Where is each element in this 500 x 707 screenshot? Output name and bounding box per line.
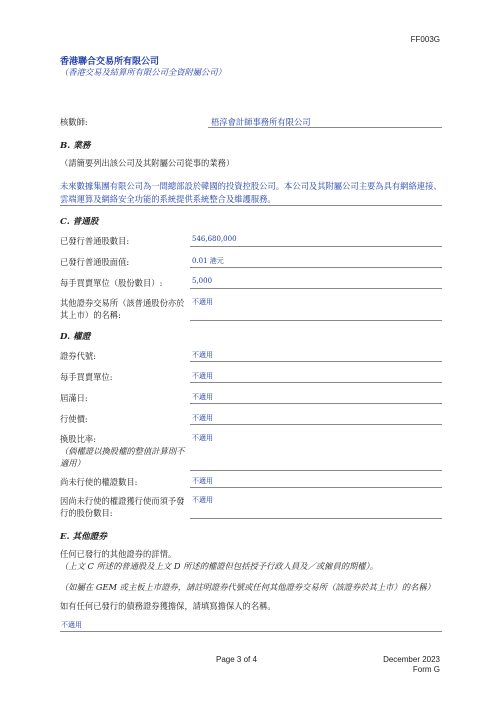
- issued-shares-label: 已發行普通股數目:: [60, 236, 130, 246]
- conversion-ratio-note-line1: （倘權證以換股權的整值計算則不: [60, 446, 185, 456]
- section-e-underline: [60, 631, 442, 632]
- section-b-underline: [60, 205, 442, 206]
- conversion-ratio-value: 不適用: [192, 434, 213, 442]
- section-b-title: B. 業務: [60, 141, 91, 151]
- warrant-board-lot-value: 不適用: [192, 372, 213, 380]
- form-code: FF003G: [410, 35, 440, 44]
- issued-shares-underline: [190, 246, 442, 247]
- auditor-underline: [208, 127, 442, 128]
- par-value-underline: [190, 267, 442, 268]
- other-exchange-value: 不適用: [192, 298, 213, 306]
- expiry-date-underline: [190, 403, 442, 404]
- footer-page-number: Page 3 of 4: [216, 655, 257, 664]
- board-lot-value: 5,000: [192, 277, 213, 285]
- section-b-instruction: （請簡要列出該公司及其附屬公司從事的業務）: [60, 158, 235, 168]
- section-e-title: E. 其他證券: [60, 532, 107, 542]
- conversion-ratio-note-line2: 適用）: [60, 458, 85, 468]
- section-e-line4: 如有任何已發行的債務證券獲擔保，請填寫擔保人的名稱。: [60, 601, 276, 611]
- issuable-shares-underline: [190, 518, 442, 519]
- exercise-price-label: 行使價:: [60, 414, 88, 424]
- issuable-shares-label-line2: 行的股份數目:: [60, 508, 113, 518]
- company-subtitle: （香港交易及結算所有限公司全資附屬公司）: [60, 67, 226, 77]
- other-exchange-underline: [190, 320, 442, 321]
- par-value-label: 已發行普通股面值:: [60, 257, 130, 267]
- expiry-date-value: 不適用: [192, 393, 213, 401]
- section-e-line1: 任何已發行的其他證券的詳情。: [60, 549, 177, 559]
- issuable-shares-value: 不適用: [192, 496, 213, 504]
- board-lot-underline: [190, 288, 442, 289]
- section-e-value: 不適用: [61, 621, 82, 629]
- section-d-title: D. 權證: [60, 332, 91, 342]
- board-lot-label: 每手買賣單位（股份數目）:: [60, 278, 163, 288]
- stock-code-label: 證券代號:: [60, 351, 96, 361]
- section-b-body-line2: 雲端運算及網絡安全功能的系統提供系統整合及維護服務。: [60, 194, 276, 204]
- exercise-price-value: 不適用: [192, 414, 213, 422]
- par-value-value: 0.01 港元: [192, 257, 224, 265]
- other-exchange-label-line1: 其他證券交易所（該普通股份亦於: [60, 298, 185, 308]
- conversion-ratio-label: 換股比率:: [60, 434, 96, 444]
- expiry-date-label: 屆滿日:: [60, 393, 88, 403]
- section-e-line3: （如屬在 GEM 或主板上市證券，請註明證券代號或任何其他證券交易所（該證券於其上市）的名稱）: [60, 582, 435, 592]
- section-b-body-line1: 未來數據集團有限公司為一間總部設於韓國的投資控股公司。本公司及其附屬公司主要為具有網絡連接、: [60, 181, 442, 191]
- auditor-value: 梧淳會計師事務所有限公司: [211, 117, 311, 127]
- section-c-title: C. 普通股: [60, 217, 99, 227]
- section-e-line2: （上文 C 所述的普通股及上文 D 所述的權證但包括授予行政人員及／或僱員的期權）。: [60, 561, 379, 571]
- outstanding-warrants-label: 尚未行使的權證數目:: [60, 477, 138, 487]
- exercise-price-underline: [190, 424, 442, 425]
- auditor-label: 核數師:: [60, 117, 88, 127]
- outstanding-warrants-value: 不適用: [192, 477, 213, 485]
- stock-code-underline: [190, 361, 442, 362]
- footer-form: Form G: [412, 665, 440, 674]
- warrant-board-lot-label: 每手買賣單位:: [60, 372, 113, 382]
- company-name: 香港聯合交易所有限公司: [60, 57, 160, 67]
- stock-code-value: 不適用: [192, 351, 213, 359]
- outstanding-warrants-underline: [190, 487, 442, 488]
- other-exchange-label-line2: 其上市）的名稱:: [60, 310, 121, 320]
- conversion-ratio-underline: [190, 470, 442, 471]
- warrant-board-lot-underline: [190, 382, 442, 383]
- issued-shares-value: 546,680,000: [192, 235, 237, 243]
- footer-date: December 2023: [383, 655, 440, 664]
- issuable-shares-label-line1: 因尚未行使的權證獲行使而須予發: [60, 496, 185, 506]
